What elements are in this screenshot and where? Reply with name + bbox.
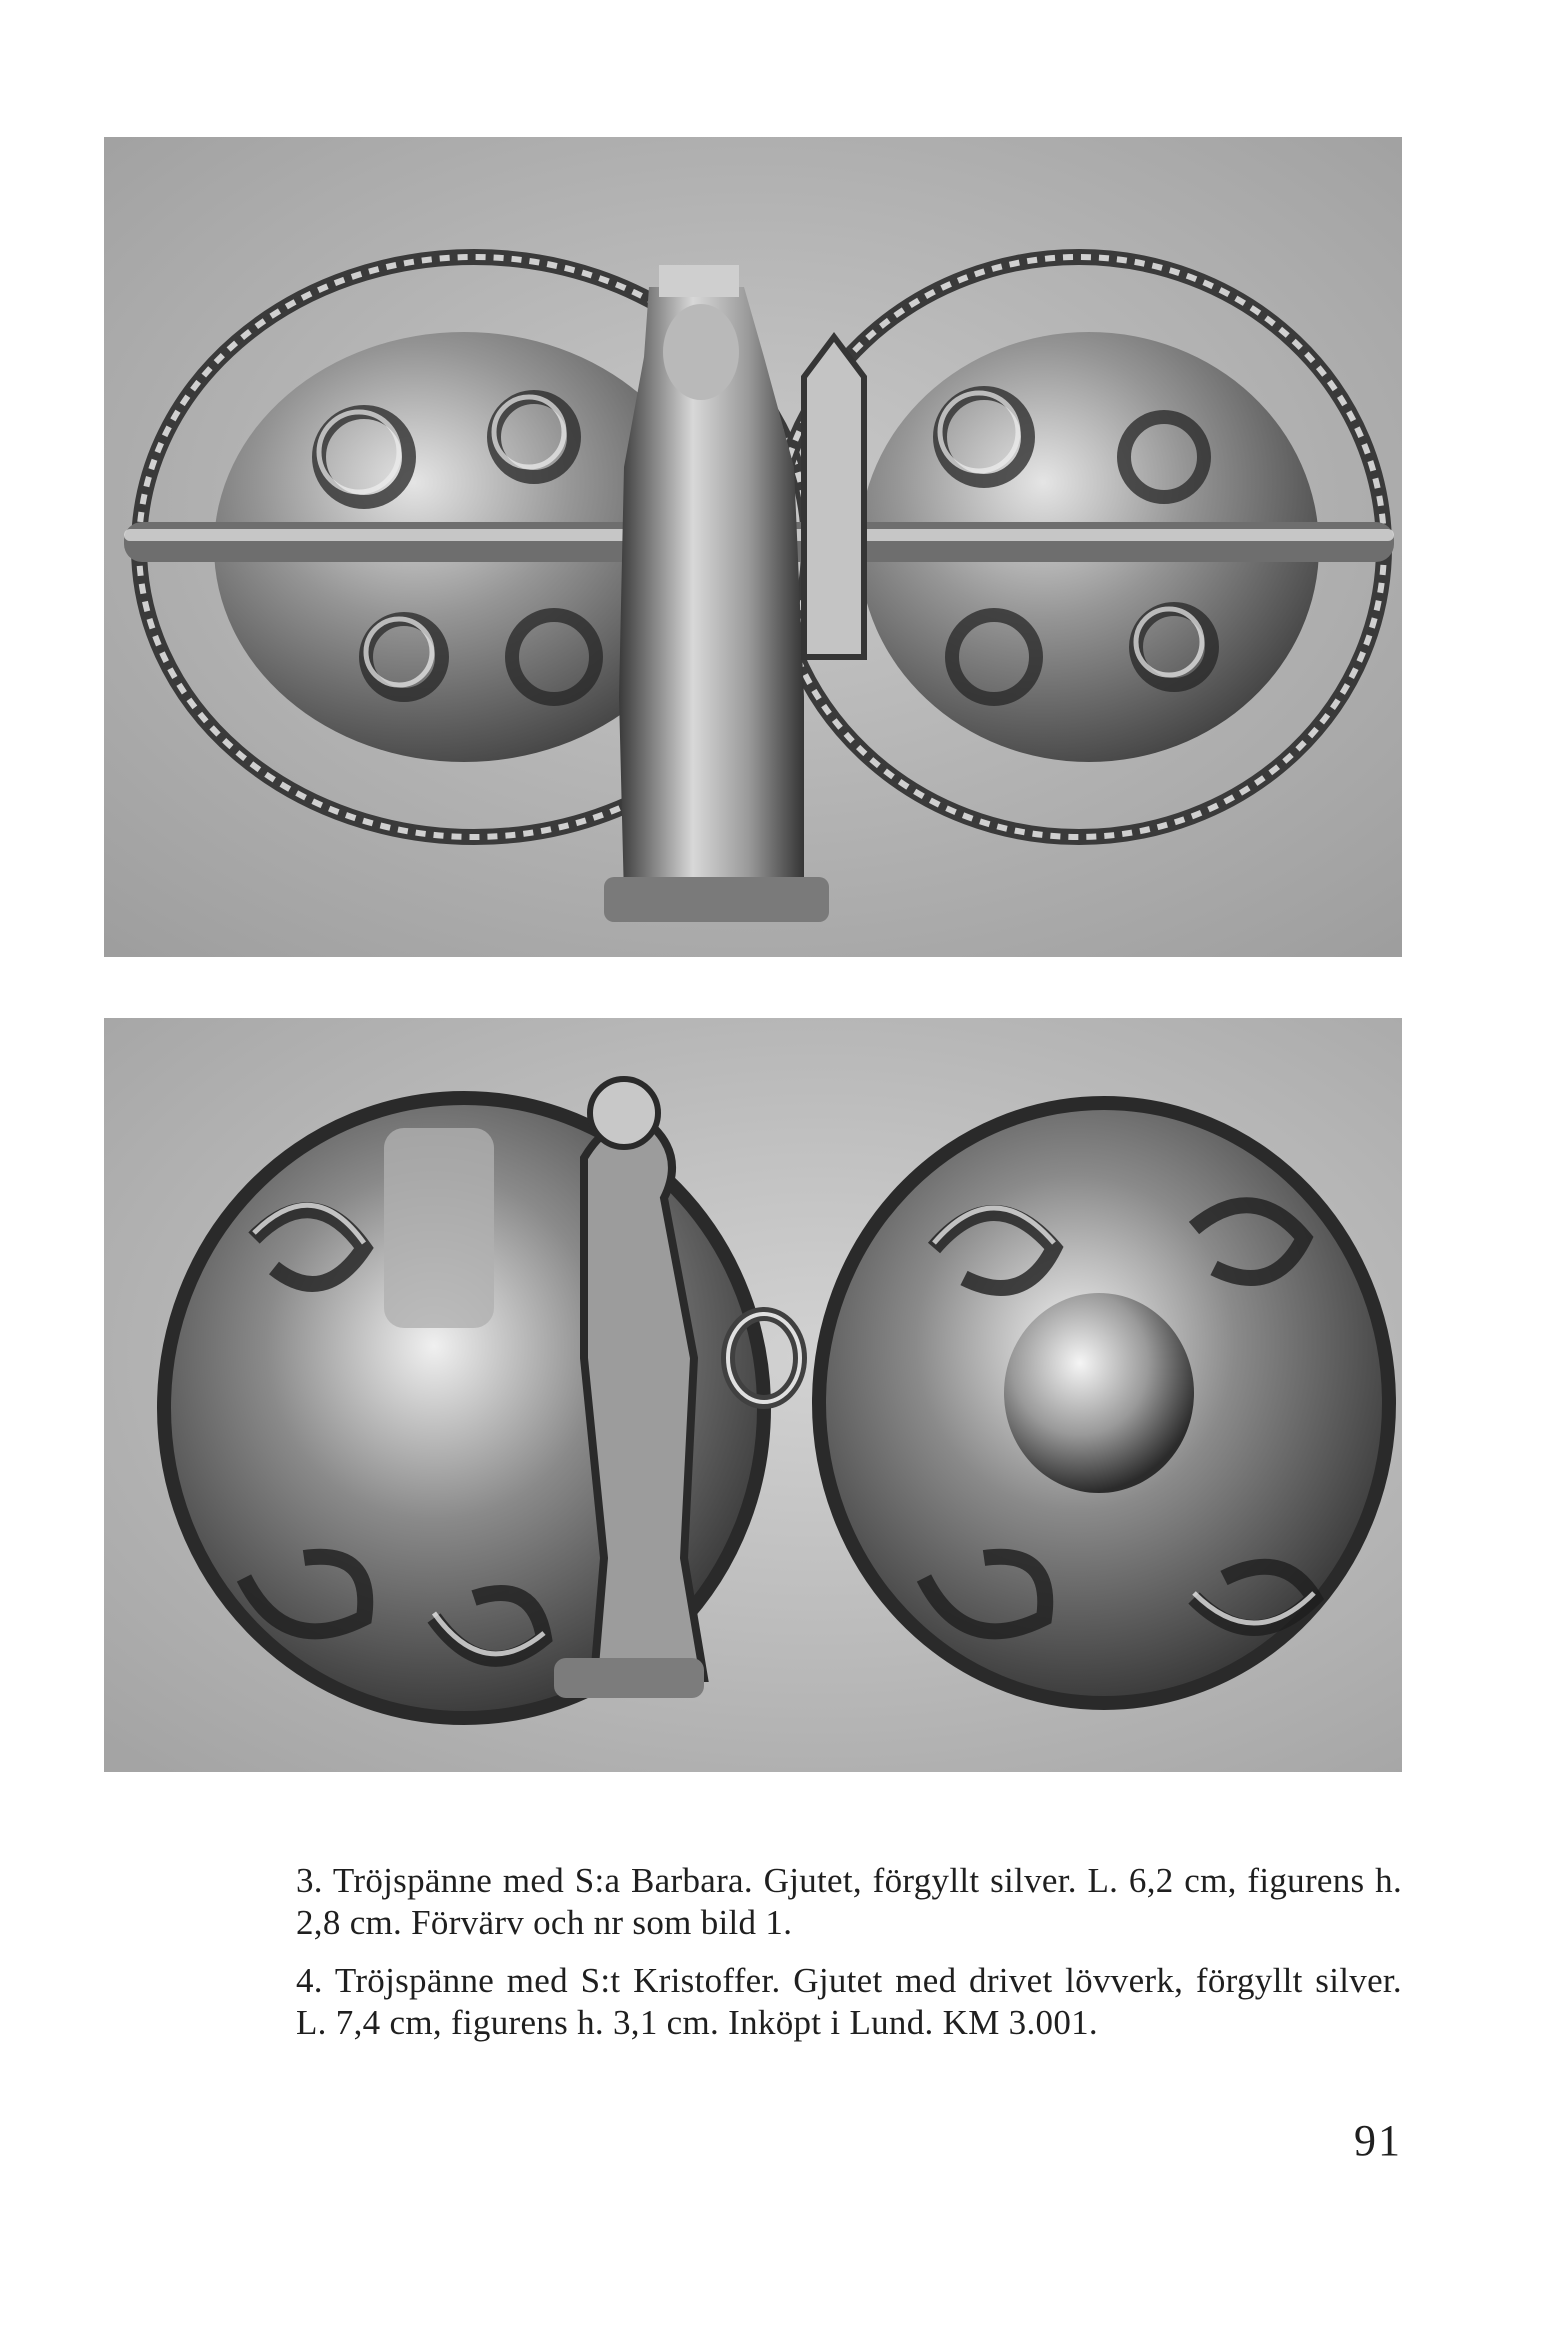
photo-clasp-st-kristoffer-image xyxy=(104,1018,1402,1772)
caption-figure-4: 4. Tröjspänne med S:t Kristoffer. Gjutet med drivet lövverk, förgyllt silver. L. 7,4 cm, figurens h. 3,1 cm. Inköpt i Lund. KM 3.001. xyxy=(296,1961,1402,2042)
photo-clasp-st-barbara-image xyxy=(104,137,1402,957)
captions xyxy=(296,1860,1402,2060)
page-number: 91 xyxy=(1354,2116,1402,2165)
photo-clasp-st-kristoffer xyxy=(104,1018,1402,1772)
caption-figure-3: 3. Tröjspänne med S:a Barbara. Gjutet, förgyllt silver. L. 6,2 cm, figurens h. 2,8 cm. Förvärv och nr som bild 1. xyxy=(296,1861,1402,1942)
photo-clasp-st-barbara xyxy=(104,137,1402,957)
